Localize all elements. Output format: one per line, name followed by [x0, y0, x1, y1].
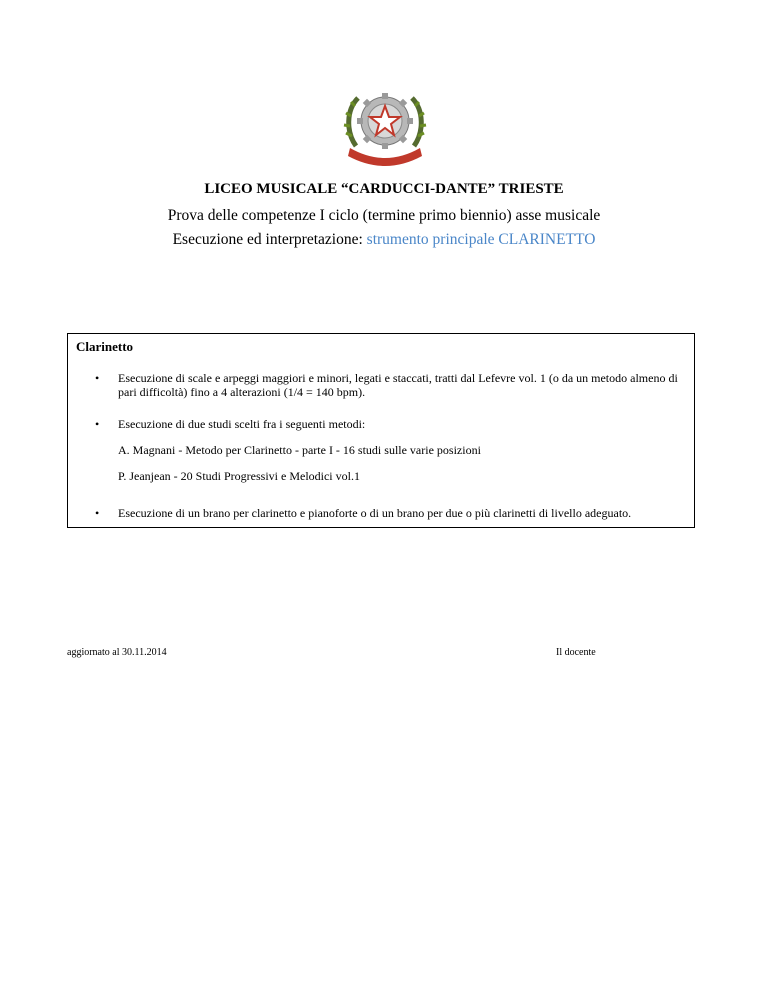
- box-title: Clarinetto: [76, 339, 134, 354]
- exam-label: Esecuzione ed interpretazione:: [172, 231, 367, 248]
- list-item-studies: Esecuzione di due studi scelti fra i seguenti metodi:: [118, 417, 366, 431]
- bullet-2: •: [95, 417, 100, 431]
- repubblica-italiana-emblem: [342, 84, 428, 168]
- program-box: [67, 333, 695, 528]
- bullet-1: •: [95, 371, 100, 385]
- emblem-graphic: [342, 84, 428, 168]
- instrument-highlight: strumento principale CLARINETTO: [366, 231, 596, 248]
- signature-label: Il docente: [556, 647, 596, 658]
- page-title: LICEO MUSICALE “CARDUCCI-DANTE” TRIESTE: [204, 181, 564, 197]
- updated-date: aggiornato al 30.11.2014: [67, 647, 167, 658]
- list-item-piece: Esecuzione di un brano per clarinetto e pianoforte o di un brano per due o più clarinetti di livello adeguato.: [118, 506, 632, 520]
- method-jeanjean: P. Jeanjean - 20 Studi Progressivi e Melodici vol.1: [118, 469, 360, 483]
- page-subtitle: Prova delle competenze I ciclo (termine primo biennio) asse musicale: [167, 207, 601, 224]
- exam-line: [0, 231, 768, 249]
- ribbon-icon: [348, 148, 422, 166]
- bullet-3: •: [95, 506, 100, 520]
- method-magnani: A. Magnani - Metodo per Clarinetto - parte I - 16 studi sulle varie posizioni: [118, 443, 481, 457]
- list-item-scales: Esecuzione di scale e arpeggi maggiori e minori, legati e staccati, tratti dal Lefevre vol. 1 (o da un metodo almeno di pari difficoltà) fino a 4 alterazioni (1/4 = 140 bpm).: [118, 371, 678, 399]
